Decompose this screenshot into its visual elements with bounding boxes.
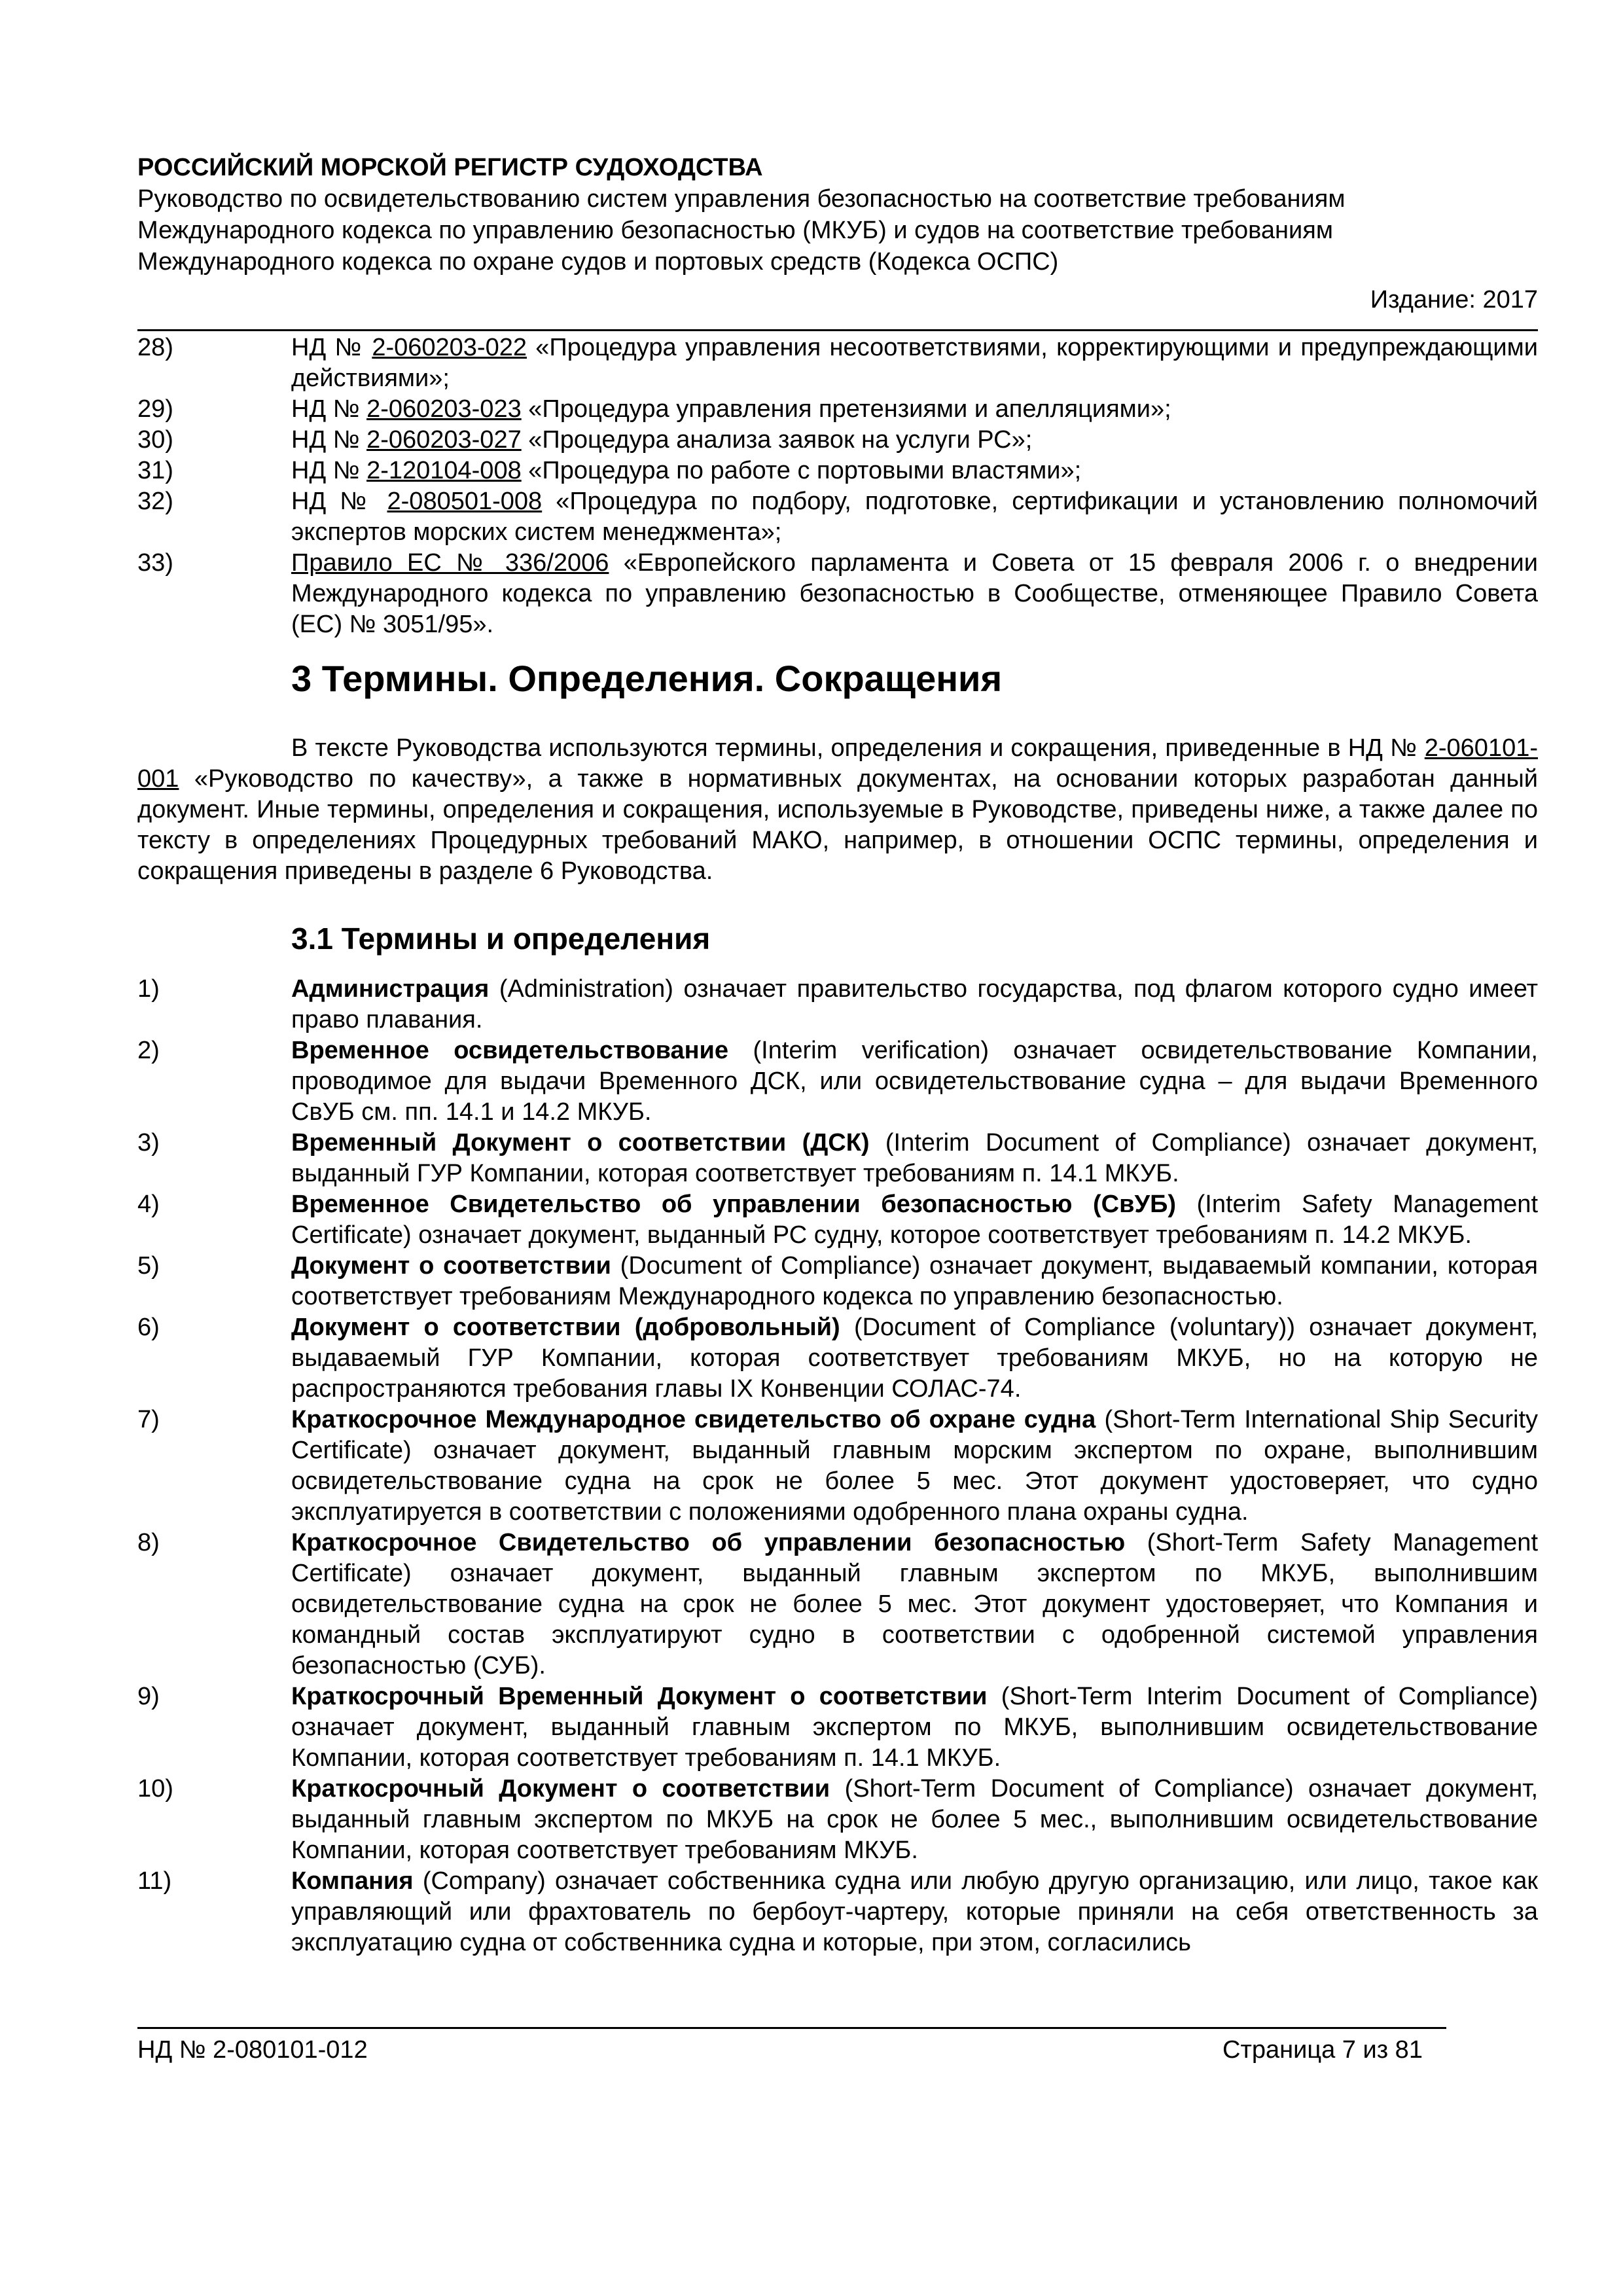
term-text (291, 1251, 1538, 1312)
document-link[interactable]: 2-060203-027 (366, 426, 522, 454)
term-name: Временное Свидетельство об управлении безопасностью (СвУБ) (291, 1191, 1177, 1218)
item-text (291, 456, 1538, 486)
item-number: 3) (137, 1129, 160, 1157)
term-text (291, 1312, 1538, 1405)
paragraph-start: В тексте Руководства используются термины, определения и сокращения, приведенные в НД № (291, 734, 1425, 762)
item-number: 11) (137, 1867, 172, 1895)
item-number: 7) (137, 1406, 160, 1433)
term-name: Документ о соответствии (добровольный) (291, 1314, 840, 1341)
document-title-line-3: Международного кодекса по охране судов и портовых средств (Кодекса ОСПС) (137, 248, 1059, 276)
document-title-line-1: Руководство по освидетельствованию систем управления безопасностью на соответствие требованиям (137, 185, 1346, 213)
term-name: Краткосрочный Временный Документ о соответствии (291, 1683, 988, 1710)
section-paragraph (137, 733, 1538, 887)
footer-page-number: Страница 7 из 81 (1222, 2036, 1423, 2064)
term-definition: (Short-Term Document of Compliance) означает документ, выданный главным экспертом по МКУБ на срок не более 5 мес., выполнившим освидетельствование Компании, которая соответствует требованиям МКУБ. (291, 1775, 1538, 1864)
item-number: 31) (137, 457, 173, 484)
term-name: Временный Документ о соответствии (ДСК) (291, 1129, 870, 1157)
term-text (291, 1405, 1538, 1528)
list-item (137, 486, 1538, 548)
item-text (291, 425, 1538, 456)
item-description: «Процедура управления несоответствиями, корректирующими и предупреждающими действиями»; (291, 334, 1538, 392)
term-text (291, 1528, 1538, 1681)
document-title-line-2: Международного кодекса по управлению безопасностью (МКУБ) и судов на соответствие требованиям (137, 217, 1333, 244)
term-text (291, 1681, 1538, 1774)
item-number: 1) (137, 975, 160, 1003)
term-definition: (Interim verification) означает освидетельствование Компании, проводимое для выдачи Временного ДСК, или освидетельствование судна – для выдачи Временного СвУБ см. пп. 14.1 и 14.2 МКУБ. (291, 1037, 1538, 1126)
item-description: «Процедура по подбору, подготовке, сертификации и установлению полномочий экспертов морских систем менеджмента»; (291, 488, 1538, 546)
item-number: 6) (137, 1314, 160, 1341)
item-prefix: НД № (291, 426, 367, 454)
document-link[interactable]: 2-120104-008 (366, 457, 522, 484)
document-link[interactable]: Правило ЕС № 336/2006 (291, 549, 609, 577)
item-number: 5) (137, 1252, 160, 1280)
item-prefix: НД № (291, 488, 387, 515)
term-definition: (Short-Term Interim Document of Compliance) означает документ, выданный главным экспертом по МКУБ, выполнившим освидетельствование Компании, которая соответствует требованиям п. 14.1 МКУБ. (291, 1683, 1538, 1772)
list-item (137, 548, 1538, 640)
term-name: Компания (291, 1867, 414, 1895)
item-number: 4) (137, 1191, 160, 1218)
item-description: «Процедура по работе с портовыми властями»; (521, 457, 1082, 484)
term-definition: (Interim Document of Compliance) означает документ, выданный ГУР Компании, которая соответствует требованиям п. 14.1 МКУБ. (291, 1129, 1538, 1187)
item-prefix: НД № (291, 395, 367, 423)
item-number: 8) (137, 1529, 160, 1556)
item-text (291, 486, 1538, 548)
term-text (291, 1128, 1538, 1189)
item-description: «Процедура управления претензиями и апелляциями»; (521, 395, 1171, 423)
term-name: Администрация (291, 975, 490, 1003)
item-number: 28) (137, 334, 173, 361)
term-item (137, 1251, 1538, 1312)
header-divider (137, 329, 1538, 331)
term-item (137, 1128, 1538, 1189)
term-definition: (Short-Term International Ship Security Certificate) означает документ, выданный главным морским экспертом по охране, выполнившим освидетельствование судна на срок не более 5 мес. Этот документ удостоверяет, что судно эксплуатируется в соответствии с положениями одобренного плана охраны судна. (291, 1406, 1538, 1526)
item-prefix: НД № (291, 457, 367, 484)
term-item (137, 1866, 1538, 1958)
term-item (137, 1774, 1538, 1866)
footer-document-number: НД № 2-080101-012 (137, 2036, 368, 2064)
document-link[interactable]: 2-080501-008 (387, 488, 543, 515)
item-number: 2) (137, 1037, 160, 1064)
term-name: Временное освидетельствование (291, 1037, 729, 1064)
item-description: «Европейского парламента и Совета от 15 февраля 2006 г. о внедрении Международного кодекса по управлению безопасностью в Сообществе, отменяющее Правило Совета (ЕС) № 3051/95». (291, 549, 1538, 638)
term-text (291, 1774, 1538, 1866)
term-item (137, 1528, 1538, 1681)
term-item (137, 974, 1538, 1035)
term-definition: (Administration) означает правительство государства, под флагом которого судно имеет право плавания. (291, 975, 1538, 1033)
item-number: 32) (137, 488, 173, 515)
organization-name: РОССИЙСКИЙ МОРСКОЙ РЕГИСТР СУДОХОДСТВА (137, 154, 763, 181)
item-number: 33) (137, 549, 173, 577)
term-name: Документ о соответствии (291, 1252, 611, 1280)
term-item (137, 1035, 1538, 1128)
list-item (137, 425, 1538, 456)
document-link[interactable]: 2-060101-001 (137, 734, 1538, 793)
item-prefix: НД № (291, 334, 372, 361)
page-header (137, 152, 1538, 315)
terms-list (137, 974, 1538, 1958)
term-item (137, 1681, 1538, 1774)
term-item (137, 1405, 1538, 1528)
term-definition: (Short-Term Safety Management Certificate) означает документ, выданный главным экспертом по МКУБ, выполнившим освидетельствование судна на срок не более 5 мес. Этот документ удостоверяет, что Компания и командный состав эксплуатируют судно в соответствии с одобренной системой управления безопасностью (СУБ). (291, 1529, 1538, 1679)
footer-divider (137, 2027, 1446, 2029)
item-number: 30) (137, 426, 173, 454)
term-name: Краткосрочный Документ о соответствии (291, 1775, 830, 1803)
term-item (137, 1189, 1538, 1251)
term-text (291, 1035, 1538, 1128)
item-number: 10) (137, 1775, 173, 1803)
paragraph-text (137, 733, 1538, 887)
document-link[interactable]: 2-060203-023 (366, 395, 522, 423)
reference-list (137, 332, 1538, 640)
paragraph-rest: «Руководство по качеству», а также в нормативных документах, на основании которых разработан данный документ. Иные термины, определения и сокращения, используемые в Руководстве, приведены ниже, а также далее по тексту в определениях Процедурных требований МАКО, например, в отношении ОСПС термины, определения и сокращения приведены в разделе 6 Руководства. (137, 765, 1538, 885)
list-item (137, 394, 1538, 425)
item-text (291, 332, 1538, 394)
edition-label: Издание: 2017 (1370, 286, 1538, 314)
term-definition: (Interim Safety Management Certificate) означает документ, выданный РС судну, которое соответствует требованиям п. 14.2 МКУБ. (291, 1191, 1538, 1249)
item-text (291, 394, 1538, 425)
term-text (291, 1866, 1538, 1958)
item-text (291, 548, 1538, 640)
term-definition: (Document of Compliance (voluntary)) означает документ, выдаваемый ГУР Компании, которая соответствует требованиям МКУБ, но на которую не распространяются требования главы IX Конвенции СОЛАС-74. (291, 1314, 1538, 1403)
section-heading: 3 Термины. Определения. Сокращения (291, 658, 1003, 699)
term-definition: (Document of Compliance) означает документ, выдаваемый компании, которая соответствует требованиям Международного кодекса по управлению безопасностью. (291, 1252, 1538, 1310)
term-text (291, 1189, 1538, 1251)
item-number: 29) (137, 395, 173, 423)
term-text (291, 974, 1538, 1035)
document-link[interactable]: 2-060203-022 (372, 334, 527, 361)
item-description: «Процедура анализа заявок на услуги РС»; (521, 426, 1033, 454)
term-name: Краткосрочное Международное свидетельство об охране судна (291, 1406, 1096, 1433)
subsection-heading: 3.1 Термины и определения (291, 922, 711, 956)
term-name: Краткосрочное Свидетельство об управлении безопасностью (291, 1529, 1126, 1556)
item-number: 9) (137, 1683, 160, 1710)
list-item (137, 332, 1538, 394)
term-item (137, 1312, 1538, 1405)
term-definition: (Company) означает собственника судна или любую другую организацию, или лицо, такое как управляющий или фрахтователь по бербоут-чартеру, которые приняли на себя ответственность за эксплуатацию судна от собственника судна и которые, при этом, согласились (291, 1867, 1538, 1956)
list-item (137, 456, 1538, 486)
